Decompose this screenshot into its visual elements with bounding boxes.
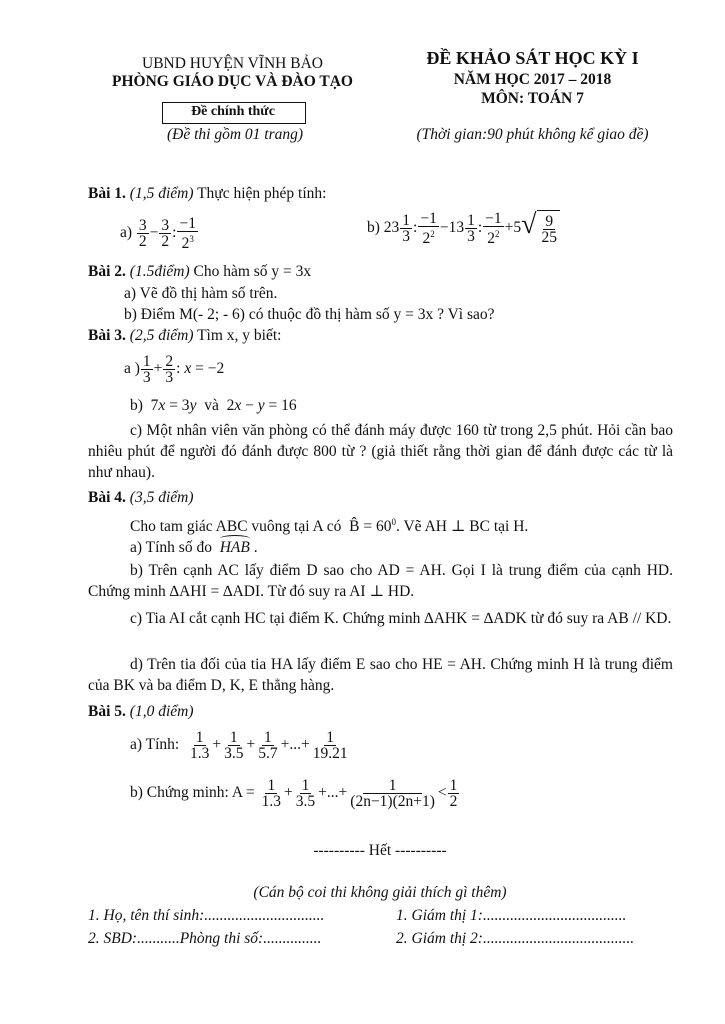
proctor-1: 1. Giám thị 1:.....................................	[396, 907, 627, 924]
bai2-a: a) Vẽ đồ thị hàm số trên.	[124, 285, 278, 302]
bai2-heading: Bài 2. (1.5điểm) Cho hàm số y = 3x	[88, 263, 312, 280]
end-marker: ---------- Hết ----------	[313, 842, 447, 859]
bai3-b: b) 7x = 3y và 2x − y = 16	[130, 397, 297, 414]
bai1-b: b) 23 $\frac{1}{3}$ : $\frac{-1}{2^2}$ −13 $\frac{1}{3}$ : $\frac{-1}{2^2}$ +5 √ $\frac{9}{25}$	[367, 210, 560, 247]
proctor-note: (Cán bộ coi thi không giải thích gì thêm)	[253, 884, 507, 901]
candidate-sbd: 2. SBD:...........Phòng thi số:...............	[88, 930, 322, 947]
subject: MÔN: TOÁN 7	[481, 90, 584, 107]
bai2-b: b) Điểm M(- 2; - 6) có thuộc đồ thị hàm số y = 3x ? Vì sao?	[124, 306, 495, 323]
proctor-2: 2. Giám thị 2:.......................................	[396, 930, 635, 947]
bai4-b: b) Trên cạnh AC lấy điểm D sao cho AD = AH. Gọi I là trung điểm của cạnh HD. Chứng minh ∆AHI = ∆ADI. Từ đó suy ra AI ⊥ HD.	[88, 562, 673, 600]
bai4-heading: Bài 4. (3,5 điểm)	[88, 489, 194, 506]
school-year: NĂM HỌC 2017 – 2018	[453, 71, 612, 88]
official-label: Đề chính thức	[191, 104, 275, 119]
page-count: (Đề thi gồm 01 trang)	[166, 126, 304, 143]
header-left-line1: UBND HUYỆN VĨNH BẢO	[142, 55, 323, 72]
exam-title: ĐỀ KHẢO SÁT HỌC KỲ I	[426, 48, 639, 68]
bai3-heading: Bài 3. (2,5 điểm) Tìm x, y biết:	[88, 327, 282, 344]
header-left-line2: PHÒNG GIÁO DỤC VÀ ĐÀO TẠO	[112, 73, 353, 90]
bai5-b: b) Chứng minh: A = $\frac{1}{1.3}$ + $\frac{1}{3.5}$ +...+ $\frac{1}{(2n-1)(2n+1)}$ < $\frac{1}{2}$	[130, 776, 458, 810]
bai1-heading: Bài 1. (1,5 điểm) Thực hiện phép tính:	[88, 185, 327, 202]
exam-time: (Thời gian:90 phút không kể giao đề)	[416, 126, 649, 143]
bai5-a: a) Tính: $\frac{1}{1.3}$ + $\frac{1}{3.5}$ + $\frac{1}{5.7}$ +...+ $\frac{1}{19.21}$	[130, 728, 348, 762]
bai4-intro: Cho tam giác ABC vuông tại A có B̂ = $60^0$. Vẽ AH ⊥ BC tại H.	[130, 517, 529, 536]
candidate-name: 1. Họ, tên thí sinh:...............................	[88, 907, 325, 924]
bai3-a: a ) $\frac{1}{3}$ + $\frac{2}{3}$ : x = −2	[124, 352, 225, 386]
bai1-a: a) $\frac{3}{2}$ − $\frac{3}{2}$ : $\frac{-1}{2^3}$	[120, 215, 196, 253]
bai4-a: a) Tính số đo HAB .	[130, 539, 258, 556]
bai4-c: c) Tia AI cắt cạnh HC tại điểm K. Chứng minh ∆AHK = ∆ADK từ đó suy ra AB // KD.	[130, 610, 672, 627]
bai3-c: c) Một nhân viên văn phòng có thể đánh máy được 160 từ trong 2,5 phút. Hỏi cần bao nhiêu phút để người đó đánh được 800 từ ? (giả thiết rằng thời gian để đánh được các từ là như nhau).	[88, 422, 673, 481]
bai5-heading: Bài 5. (1,0 điểm)	[88, 703, 194, 720]
bai4-d: d) Trên tia đối của tia HA lấy điểm E sao cho HE = AH. Chứng minh H là trung điểm của BK và ba điểm D, K, E thẳng hàng.	[88, 656, 673, 694]
